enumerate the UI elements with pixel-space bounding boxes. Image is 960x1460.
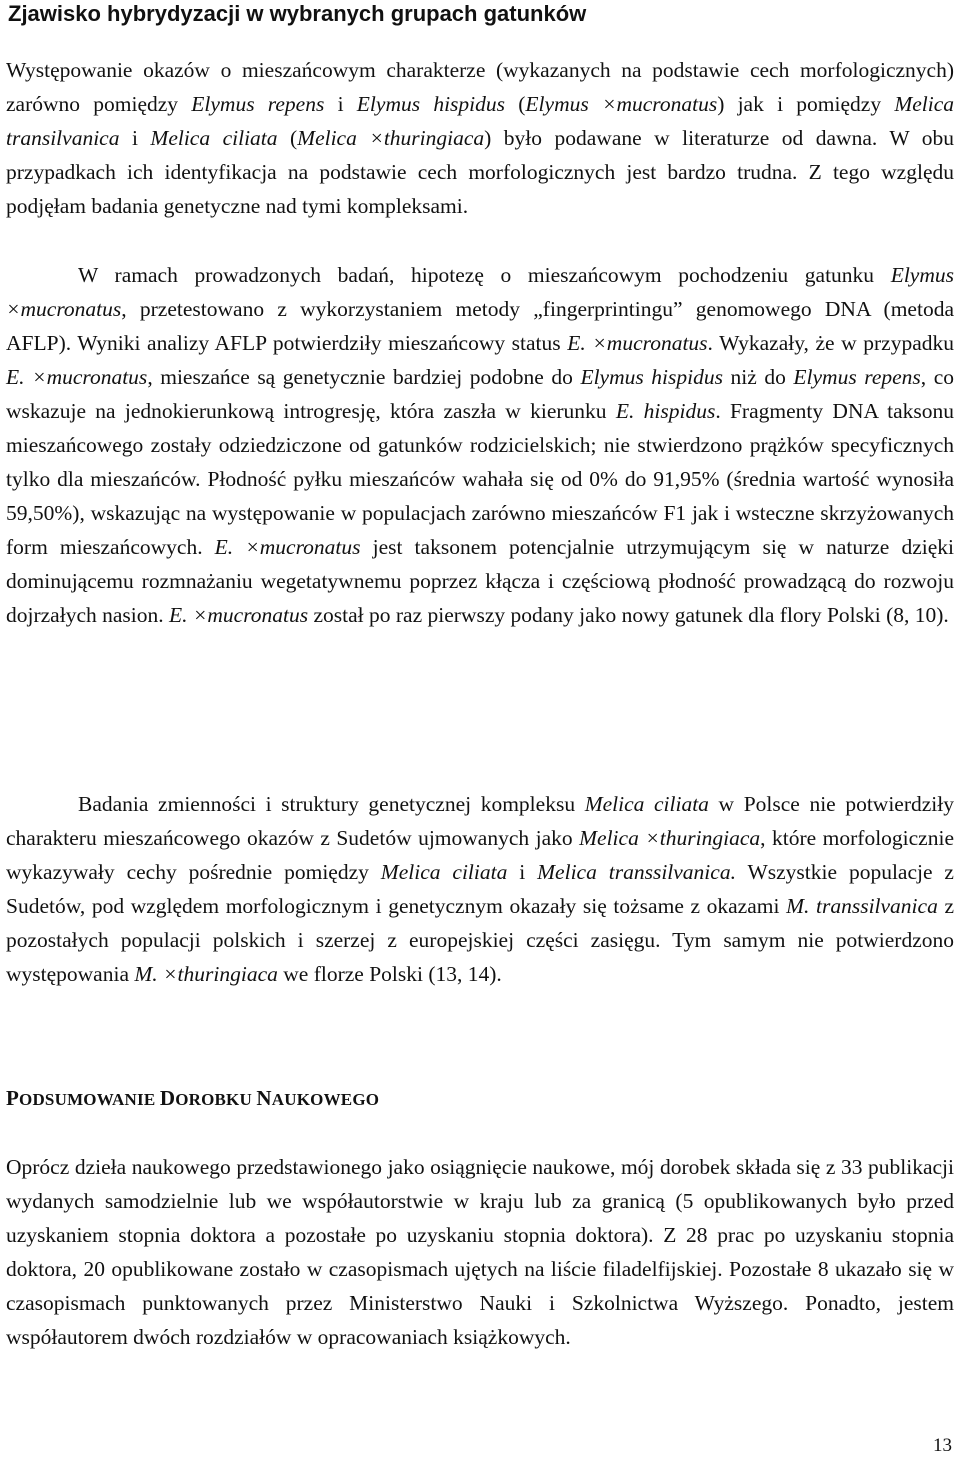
paragraph-melica-ciliata: Badania zmienności i struktury genetycznej kompleksu Melica ciliata w Polsce nie potwierdziły charakteru mieszańcowego okazów z Sudetów ujmowanych jako Melica ×thuringiaca, które morfologicznie wykazywały cechy pośrednie pomiędzy Melica ciliata i Melica transsilvanica. Wszystkie populacje z Sudetów, pod względem morfologicznym i genetycznym okazały się tożsame z okazami M. transsilvanica z pozostałych populacji polskich i szerzej z europejskiej części zasięgu. Tym samym nie potwierdzono występowania M. ×thuringiaca we florze Polski (13, 14). (6, 792, 955, 986)
section-heading-summary: PODSUMOWANIE DOROBKU NAUKOWEGO (6, 1086, 380, 1110)
paragraph-publication-summary: Oprócz dzieła naukowego przedstawionego jako osiągnięcie naukowe, mój dorobek składa się z 33 publikacji wydanych samodzielnie lub we współautorstwie w kraju lub za granicą (5 opublikowanych było przed uzyskaniem stopnia doktora a pozostałe po uzyskaniu stopnia doktora). Z 28 prac po uzyskaniu stopnia doktora, 20 opublikowane zostało w czasopismach ujętych na liście filadelfijskiej. Pozostałe 8 ukazało się w czasopismach punktowanych przez Ministerstwo Nauki i Szkolnictwa Wyższego. Ponadto, jestem współautorem dwóch rozdziałów w opracowaniach książkowych. (6, 1155, 954, 1349)
paragraph-elymus-aflp: W ramach prowadzonych badań, hipotezę o mieszańcowym pochodzeniu gatunku Elymus ×mucronatus, przetestowano z wykorzystaniem metody „fingerprintingu” genomowego DNA (metoda AFLP). Wyniki analizy AFLP potwierdziły mieszańcowy status E. ×mucronatus. Wykazały, że w przypadku E. ×mucronatus, mieszańce są genetycznie bardziej podobne do Elymus hispidus niż do Elymus repens, co wskazuje na jednokierunkową introgresję, która zaszła w kierunku E. hispidus. Fragmenty DNA taksonu mieszańcowego zostały odziedziczone od gatunków rodzicielskich; nie stwierdzono prążków specyficznych tylko dla mieszańców. Płodność pyłku mieszańców wahała się od 0% do 91,95% (średnia wartość wynosiła 59,50%), wskazując na występowanie w populacjach zarówno mieszańców F1 jak i wsteczne skrzyżowanych form mieszańcowych. E. ×mucronatus jest taksonem potencjalnie utrzymującym się w naturze dzięki dominującemu rozmnażaniu wegetatywnemu poprzez kłącza i częściową płodność prowadzącą do rozwoju dojrzałych nasion. E. ×mucronatus został po raz pierwszy podany jako nowy gatunek dla flory Polski (8, 10). (6, 263, 955, 627)
page-number: 13 (933, 1435, 952, 1456)
paragraph-hybridization-intro: Występowanie okazów o mieszańcowym charakterze (wykazanych na podstawie cech morfologicznych) zarówno pomiędzy Elymus repens i Elymus hispidus (Elymus ×mucronatus) jak i pomiędzy Melica transilvanica i Melica ciliata (Melica ×thuringiaca) było podawane w literaturze od dawna. W obu przypadkach ich identyfikacja na podstawie cech morfologicznych jest bardzo trudna. Z tego względu podjęłam badania genetyczne nad tymi kompleksami. (6, 58, 955, 218)
section-title: Zjawisko hybrydyzacji w wybranych grupach gatunków (8, 1, 587, 26)
